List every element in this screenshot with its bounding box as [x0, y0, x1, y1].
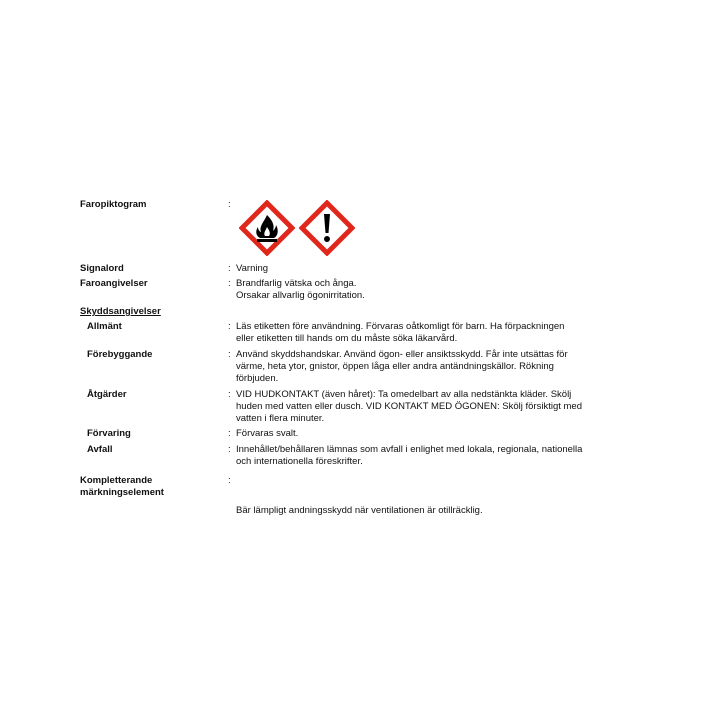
- text-line: Innehållet/behållaren lämnas som avfall i enlighet med lokala, regionala, nationella: [236, 444, 583, 455]
- hazard-statements: [236, 278, 636, 302]
- supplementary-statement: Bär lämpligt andningsskydd när ventilationen är otillräcklig.: [236, 505, 483, 516]
- text-line: Använd skyddshandskar. Använd ögon- eller ansiktsskydd. Får inte utsättas för: [236, 349, 568, 360]
- storage-label: Förvaring: [87, 428, 131, 439]
- text-line: märkningselement: [80, 487, 164, 498]
- text-line: förbjuden.: [236, 373, 279, 384]
- text-line: huden med vatten eller dusch. VID KONTAKT MED ÖGONEN: Skölj försiktigt med: [236, 401, 582, 412]
- text-line: vatten i flera minuter.: [236, 413, 325, 424]
- general-label: Allmänt: [87, 321, 122, 332]
- signal-word: Varning: [236, 263, 269, 274]
- text-line: Orsakar allvarlig ögonirritation.: [236, 290, 365, 301]
- text-line: Kompletterande: [80, 475, 153, 486]
- colon: :: [228, 263, 231, 274]
- text-line: VID HUDKONTAKT (även håret): Ta omedelbart av alla nedstänkta kläder. Skölj: [236, 389, 572, 400]
- colon: :: [228, 475, 231, 486]
- colon: :: [228, 278, 231, 289]
- prevention-statements: [236, 349, 636, 385]
- supplementary-label: [80, 475, 164, 499]
- colon: :: [228, 428, 231, 439]
- flame-icon: [239, 200, 295, 256]
- prevention-label: Förebyggande: [87, 349, 153, 360]
- colon: :: [228, 199, 231, 210]
- exclamation-mark-icon: [299, 200, 355, 256]
- pictogram-label: Faropiktogram: [80, 199, 147, 210]
- response-label: Åtgärder: [87, 389, 127, 400]
- general-statements: [236, 321, 636, 345]
- text-line: Läs etiketten före användning. Förvaras oåtkomligt för barn. Ha förpackningen: [236, 321, 565, 332]
- colon: :: [228, 349, 231, 360]
- disposal-label: Avfall: [87, 444, 113, 455]
- colon: :: [228, 444, 231, 455]
- text-line: värme, heta ytor, gnistor, öppen låga eller andra antändningskällor. Rökning: [236, 361, 554, 372]
- signal-word-label: Signalord: [80, 263, 124, 274]
- colon: :: [228, 321, 231, 332]
- text-line: eller etiketten till hands om du måste söka läkarvård.: [236, 333, 458, 344]
- colon: :: [228, 389, 231, 400]
- text-line: och internationella föreskrifter.: [236, 456, 363, 467]
- response-statements: [236, 389, 636, 425]
- text-line: Brandfarlig vätska och ånga.: [236, 278, 357, 289]
- disposal-statements: [236, 444, 636, 468]
- precautionary-statements-heading: Skyddsangivelser: [80, 306, 161, 317]
- storage-statement: Förvaras svalt.: [236, 428, 299, 439]
- hazard-statements-label: Faroangivelser: [80, 278, 148, 289]
